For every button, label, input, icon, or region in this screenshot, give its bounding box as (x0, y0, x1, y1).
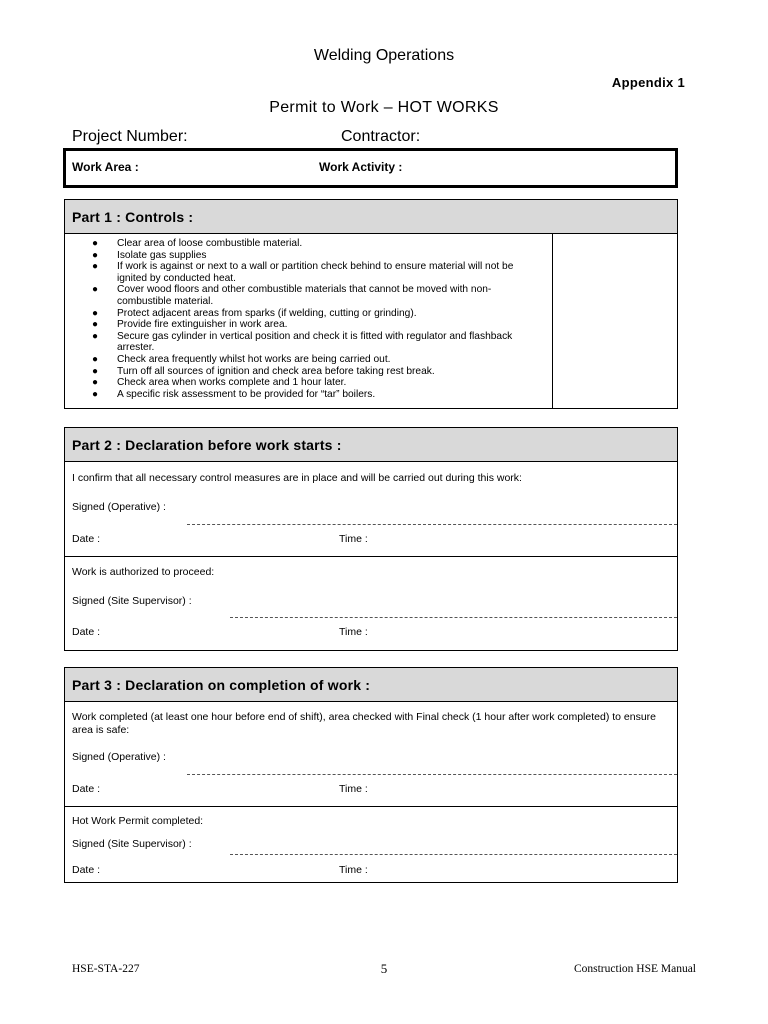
part1-controls-panel (64, 199, 678, 409)
operative-signature-line[interactable] (187, 524, 677, 525)
permit-title: Permit to Work – HOT WORKS (269, 99, 499, 116)
completed-text: Work completed (at least one hour before end of shift), area checked with Final check (1 hour after work completed) to ensure area is safe: (72, 711, 657, 736)
part3-title: Part 3 : Declaration on completion of work : (65, 668, 677, 702)
date-label: Date : (72, 783, 101, 795)
bullet-icon: ● (92, 353, 99, 365)
part3-completion-panel (64, 667, 678, 883)
page-number: 5 (380, 961, 388, 976)
signed-supervisor-label: Signed (Site Supervisor) : (72, 595, 192, 607)
time-label: Time : (339, 864, 368, 876)
bullet-icon: ● (92, 261, 99, 273)
list-item: ● Clear area of loose combustible material. (92, 238, 303, 249)
list-item: ● Turn off all sources of ignition and check area before taking rest break. (92, 365, 435, 377)
bullet-icon: ● (92, 330, 99, 342)
bullet-icon: ● (92, 307, 99, 319)
work-activity-label: Work Activity : (319, 160, 403, 174)
manual-name: Construction HSE Manual (573, 963, 696, 975)
time-label: Time : (339, 533, 368, 545)
section-divider (65, 806, 677, 807)
authorized-text: Work is authorized to proceed: (72, 566, 215, 578)
list-item: ● Secure gas cylinder in vertical position and check it is fitted with regulator and flashback arrester. (92, 330, 513, 354)
list-item: ● Check area frequently whilst hot works are being carried out. (92, 353, 391, 365)
project-number-label: Project Number: (72, 128, 188, 145)
list-item: ● Check area when works complete and 1 hour later. (92, 377, 347, 389)
controls-list (65, 238, 552, 400)
signed-operative-label: Signed (Operative) : (72, 751, 166, 763)
bullet-icon: ● (92, 249, 99, 261)
time-label: Time : (339, 783, 368, 795)
list-item: ● Protect adjacent areas from sparks (if welding, cutting or grinding). (92, 307, 417, 319)
date-label: Date : (72, 864, 101, 876)
bullet-icon: ● (92, 319, 99, 331)
permit-completed-text: Hot Work Permit completed: (72, 815, 204, 827)
supervisor-signature-line[interactable] (230, 854, 677, 855)
date-label: Date : (72, 533, 101, 545)
supervisor-signature-line[interactable] (230, 617, 677, 618)
list-item: ● Isolate gas supplies (92, 249, 207, 261)
work-area-label: Work Area : (72, 160, 139, 174)
list-item: ● Cover wood floors and other combustible materials that cannot be moved with non-combustible material. (92, 284, 492, 307)
list-item: ● If work is against or next to a wall or partition check behind to ensure material will not be ignited by conducted heat. (92, 261, 514, 284)
signed-supervisor-label: Signed (Site Supervisor) : (72, 838, 192, 850)
part2-declaration-panel (64, 427, 678, 651)
signed-operative-label: Signed (Operative) : (72, 501, 166, 513)
bullet-icon: ● (92, 284, 99, 296)
part1-title: Part 1 : Controls : (65, 200, 677, 234)
bullet-icon: ● (92, 238, 99, 249)
bullet-icon: ● (92, 377, 99, 389)
list-item: ● Provide fire extinguisher in work area. (92, 319, 288, 331)
part2-title: Part 2 : Declaration before work starts : (65, 428, 677, 462)
part1-column-divider (552, 234, 553, 408)
bullet-icon: ● (92, 388, 99, 400)
list-item: ● A specific risk assessment to be provided for “tar” boilers. (92, 388, 376, 400)
appendix-label: Appendix 1 (611, 75, 685, 90)
bullet-icon: ● (92, 365, 99, 377)
document-title: Welding Operations (313, 47, 455, 64)
document-code: HSE-STA-227 (72, 963, 140, 975)
time-label: Time : (339, 626, 368, 638)
date-label: Date : (72, 626, 101, 638)
contractor-label: Contractor: (341, 128, 421, 145)
confirm-text: I confirm that all necessary control measures are in place and will be carried out during this work: (72, 472, 522, 484)
operative-signature-line[interactable] (187, 774, 677, 775)
section-divider (65, 556, 677, 557)
